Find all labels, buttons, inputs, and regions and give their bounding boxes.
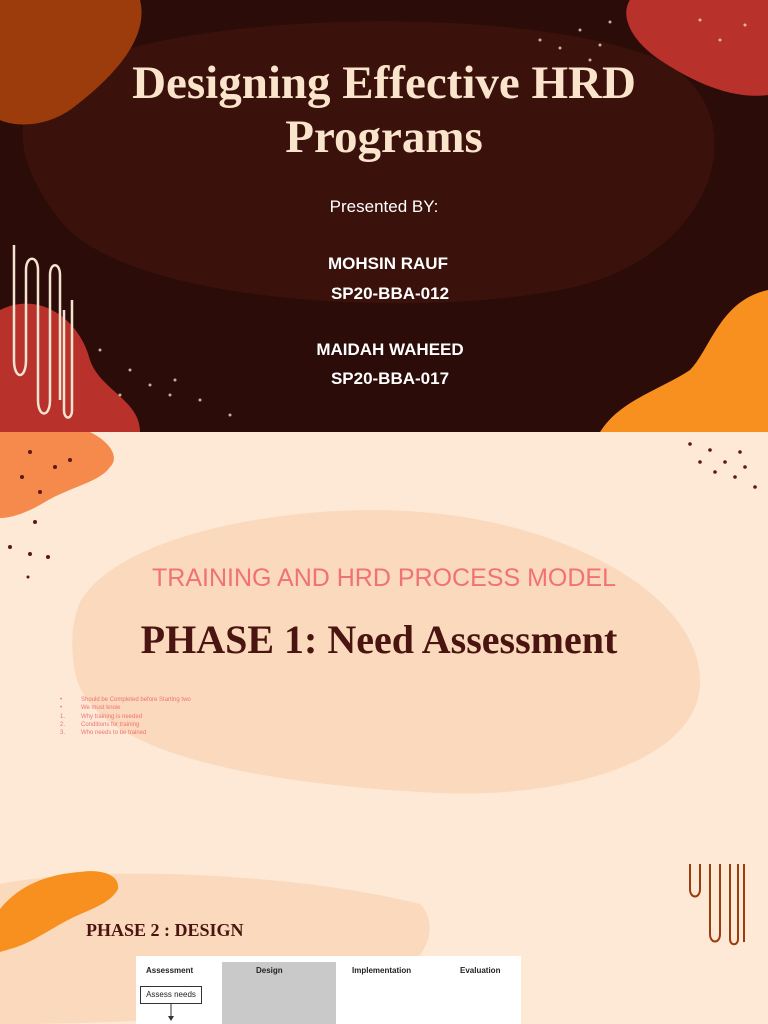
presenter1-name: MOHSIN RAUF [328, 254, 448, 273]
dot-cluster-right [688, 442, 757, 489]
list-item: 1. Why training is needed [60, 713, 143, 720]
orange-blob-top-left [0, 432, 114, 518]
phase2-heading: PHASE 2 : DESIGN [86, 920, 244, 940]
col-evaluation: Evaluation [460, 966, 501, 975]
presented-by-label: Presented BY: [329, 197, 439, 216]
phase1-bullet-list [60, 696, 191, 737]
title-line-1: Designing Effective HRD [132, 57, 636, 109]
slide-title [0, 0, 768, 432]
presenter2-id: SP20-BBA-017 [330, 369, 450, 388]
col-design: Design [256, 966, 283, 975]
phase1-heading: PHASE 1: Need Assessment [140, 617, 618, 662]
slide-phase1 [0, 432, 768, 864]
presentation-title [0, 56, 768, 164]
squiggle-lines-right [690, 864, 744, 944]
slide-phase2 [0, 864, 768, 1024]
process-model-subtitle: TRAINING AND HRD PROCESS MODEL [152, 564, 616, 592]
arrow-down-icon [166, 1003, 176, 1024]
orange-blob-bottom-right [600, 290, 768, 432]
process-diagram [136, 956, 521, 1024]
assess-needs-box: Assess needs [140, 986, 202, 1004]
red-blob-bottom-left [0, 304, 140, 432]
list-item: • We must know [60, 705, 121, 712]
list-item: 2. Conditions for training [60, 721, 140, 728]
list-item: 3. Who needs to be trained [60, 730, 147, 737]
list-item: • Should be Completed before Starting two [60, 697, 191, 703]
col-implementation: Implementation [352, 966, 412, 975]
presenter2-name: MAIDAH WAHEED [316, 340, 464, 359]
title-line-2: Programs [285, 111, 483, 163]
presenter1-id: SP20-BBA-012 [330, 284, 450, 303]
col-assessment: Assessment [146, 966, 194, 975]
